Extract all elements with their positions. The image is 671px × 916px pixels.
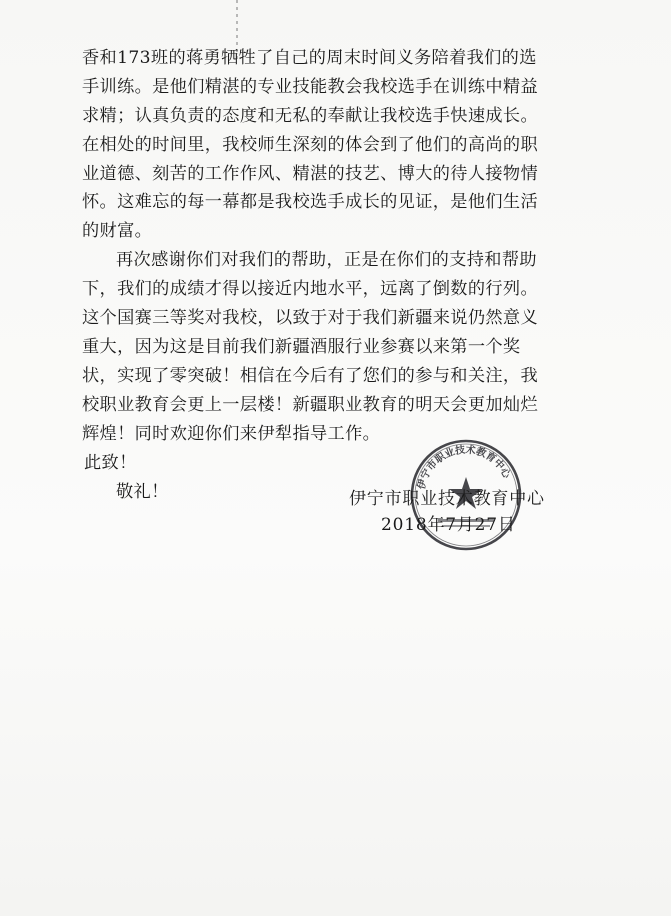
body-line: 再次感谢你们对我们的帮助，正是在你们的支持和帮助 bbox=[116, 250, 537, 270]
body-line: 状，实现了零突破！相信在今后有了您们的参与和关注，我 bbox=[82, 366, 538, 386]
body-line: 怀。这难忘的每一幕都是我校选手成长的见证，是他们生活 bbox=[82, 192, 538, 212]
body-line: 在相处的时间里，我校师生深刻的体会到了他们的高尚的职 bbox=[82, 135, 538, 155]
signature-date: 2018年7月27日 bbox=[381, 515, 516, 535]
body-line: 这个国赛三等奖对我校，以致于对于我们新疆来说仍然意义 bbox=[82, 308, 538, 328]
body-line: 的财富。 bbox=[82, 221, 153, 241]
signature-organization: 伊宁市职业技术教育中心 bbox=[349, 489, 545, 509]
closing-jing-li: 敬礼！ bbox=[116, 482, 169, 502]
body-line: 业道德、刻苦的工作作风、精湛的技艺、博大的待人接物情 bbox=[82, 164, 538, 184]
body-line: 香和173班的蒋勇牺牲了自己的周末时间义务陪着我们的选 bbox=[82, 48, 537, 68]
seal-text: 伊宁市职业技术教育中心 bbox=[416, 444, 513, 491]
body-line: 求精；认真负责的态度和无私的奉献让我校选手快速成长。 bbox=[82, 106, 538, 126]
body-line: 下，我们的成绩才得以接近内地水平，远离了倒数的行列。 bbox=[82, 279, 538, 299]
body-line: 重大，因为这是目前我们新疆酒服行业参赛以来第一个奖 bbox=[82, 337, 521, 357]
closing-ci-zhi: 此致！ bbox=[84, 453, 137, 473]
body-line: 辉煌！同时欢迎你们来伊犁指导工作。 bbox=[82, 424, 381, 444]
body-line: 校职业教育会更上一层楼！新疆职业教育的明天会更加灿烂 bbox=[82, 395, 538, 415]
body-line: 手训练。是他们精湛的专业技能教会我校选手在训练中精益 bbox=[82, 77, 538, 97]
